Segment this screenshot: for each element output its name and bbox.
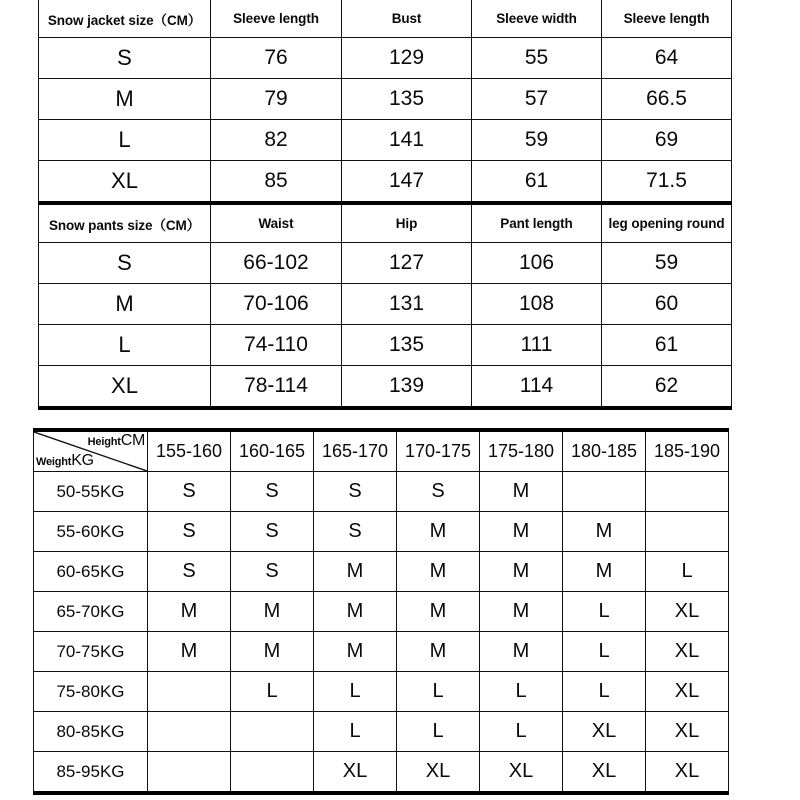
- size-cell: M: [231, 592, 314, 632]
- size-cell: M: [480, 552, 563, 592]
- weight-range-header: 55-60KG: [34, 512, 148, 552]
- weight-range-header: 50-55KG: [34, 472, 148, 512]
- size-cell: L: [480, 672, 563, 712]
- weight-range-header: 85-95KG: [34, 752, 148, 794]
- size-matrix-table: [33, 428, 729, 795]
- height-range-header: 175-180: [480, 430, 563, 472]
- jacket-size-label: XL: [39, 161, 211, 204]
- pants-value: 78-114: [211, 366, 342, 409]
- pants-value: 74-110: [211, 325, 342, 366]
- pants-header-cell-3: Pant length: [472, 203, 602, 243]
- size-cell: XL: [563, 752, 646, 794]
- size-cell: [646, 512, 729, 552]
- size-cell: L: [646, 552, 729, 592]
- height-axis-label: [88, 433, 145, 449]
- size-cell: M: [314, 592, 397, 632]
- weight-label-text: Weight: [36, 456, 72, 468]
- size-cell: M: [397, 512, 480, 552]
- jacket-value: 129: [342, 38, 472, 79]
- pants-header-cell-2: Hip: [342, 203, 472, 243]
- size-cell: M: [314, 632, 397, 672]
- pants-value: 106: [472, 243, 602, 284]
- pants-value: 127: [342, 243, 472, 284]
- size-cell: [231, 712, 314, 752]
- size-cell: S: [148, 512, 231, 552]
- size-cell: M: [148, 632, 231, 672]
- weight-range-header: 65-70KG: [34, 592, 148, 632]
- pants-size-label: XL: [39, 366, 211, 409]
- size-cell: M: [314, 552, 397, 592]
- jacket-header-cell-3: Sleeve width: [472, 0, 602, 38]
- size-cell: L: [563, 632, 646, 672]
- size-cell: XL: [646, 712, 729, 752]
- jacket-value: 66.5: [602, 79, 732, 120]
- size-cell: L: [314, 712, 397, 752]
- jacket-value: 85: [211, 161, 342, 204]
- garment-measurement-tables: [38, 0, 731, 410]
- size-cell: S: [314, 472, 397, 512]
- jacket-value: 141: [342, 120, 472, 161]
- size-cell: M: [563, 512, 646, 552]
- height-range-header: 180-185: [563, 430, 646, 472]
- size-cell: XL: [646, 752, 729, 794]
- measurement-table: [38, 0, 732, 410]
- size-cell: XL: [397, 752, 480, 794]
- table-row: [39, 243, 732, 284]
- axis-corner-cell: [34, 430, 148, 472]
- pants-value: 135: [342, 325, 472, 366]
- size-cell: M: [480, 512, 563, 552]
- pants-size-label: L: [39, 325, 211, 366]
- size-cell: S: [231, 472, 314, 512]
- jacket-header-row: [39, 0, 732, 38]
- pants-size-label: M: [39, 284, 211, 325]
- table-row: [34, 472, 729, 512]
- jacket-header-cell-2: Bust: [342, 0, 472, 38]
- jacket-value: 71.5: [602, 161, 732, 204]
- table-row: [39, 366, 732, 409]
- weight-range-header: 70-75KG: [34, 632, 148, 672]
- size-cell: [563, 472, 646, 512]
- size-cell: M: [480, 472, 563, 512]
- size-cell: M: [397, 552, 480, 592]
- jacket-size-label: S: [39, 38, 211, 79]
- size-cell: M: [148, 592, 231, 632]
- pants-value: 61: [602, 325, 732, 366]
- size-cell: L: [563, 592, 646, 632]
- pants-value: 59: [602, 243, 732, 284]
- size-cell: M: [397, 632, 480, 672]
- jacket-value: 69: [602, 120, 732, 161]
- pants-value: 70-106: [211, 284, 342, 325]
- pants-size-label: S: [39, 243, 211, 284]
- weight-range-header: 80-85KG: [34, 712, 148, 752]
- table-row: [39, 284, 732, 325]
- pants-value: 139: [342, 366, 472, 409]
- size-cell: M: [480, 592, 563, 632]
- pants-value: 62: [602, 366, 732, 409]
- table-row: [39, 325, 732, 366]
- table-row: [34, 632, 729, 672]
- size-cell: [148, 712, 231, 752]
- size-cell: S: [397, 472, 480, 512]
- pants-value: 131: [342, 284, 472, 325]
- height-range-header: 160-165: [231, 430, 314, 472]
- jacket-header-cell-1: Sleeve length: [211, 0, 342, 38]
- size-cell: M: [397, 592, 480, 632]
- matrix-header-row: [34, 430, 729, 472]
- jacket-value: 59: [472, 120, 602, 161]
- table-row: [39, 161, 732, 204]
- jacket-value: 76: [211, 38, 342, 79]
- size-cell: M: [231, 632, 314, 672]
- pants-header-cell-1: Waist: [211, 203, 342, 243]
- size-cell: [148, 672, 231, 712]
- jacket-value: 135: [342, 79, 472, 120]
- jacket-header-cell-0: Snow jacket size（CM）: [39, 0, 211, 38]
- height-unit-text: CM: [120, 432, 145, 449]
- pants-header-row: [39, 203, 732, 243]
- height-range-header: 165-170: [314, 430, 397, 472]
- height-weight-size-matrix: [33, 428, 729, 795]
- weight-range-header: 60-65KG: [34, 552, 148, 592]
- height-label-text: Height: [87, 436, 121, 448]
- size-cell: S: [231, 552, 314, 592]
- table-row: [34, 552, 729, 592]
- pants-value: 111: [472, 325, 602, 366]
- size-cell: L: [397, 672, 480, 712]
- pants-value: 60: [602, 284, 732, 325]
- size-cell: S: [314, 512, 397, 552]
- height-range-header: 170-175: [397, 430, 480, 472]
- table-row: [39, 38, 732, 79]
- size-cell: [231, 752, 314, 794]
- size-cell: M: [480, 632, 563, 672]
- size-cell: L: [563, 672, 646, 712]
- table-row: [34, 752, 729, 794]
- pants-value: 108: [472, 284, 602, 325]
- jacket-value: 64: [602, 38, 732, 79]
- size-cell: XL: [646, 632, 729, 672]
- jacket-value: 82: [211, 120, 342, 161]
- table-row: [39, 120, 732, 161]
- size-cell: S: [148, 552, 231, 592]
- size-cell: L: [231, 672, 314, 712]
- size-cell: L: [314, 672, 397, 712]
- size-cell: M: [563, 552, 646, 592]
- jacket-value: 57: [472, 79, 602, 120]
- pants-value: 66-102: [211, 243, 342, 284]
- weight-unit-text: KG: [71, 452, 94, 469]
- pants-header-cell-4: leg opening round: [602, 203, 732, 243]
- jacket-value: 147: [342, 161, 472, 204]
- height-range-header: 185-190: [646, 430, 729, 472]
- jacket-value: 79: [211, 79, 342, 120]
- weight-axis-label: [36, 453, 94, 469]
- size-cell: XL: [480, 752, 563, 794]
- matrix-body: [34, 472, 729, 794]
- table-row: [39, 79, 732, 120]
- pants-value: 114: [472, 366, 602, 409]
- size-cell: [148, 752, 231, 794]
- size-cell: L: [480, 712, 563, 752]
- jacket-value: 61: [472, 161, 602, 204]
- pants-header-cell-0: Snow pants size（CM）: [39, 203, 211, 243]
- size-cell: XL: [563, 712, 646, 752]
- jacket-value: 55: [472, 38, 602, 79]
- size-cell: S: [231, 512, 314, 552]
- size-cell: XL: [646, 592, 729, 632]
- jacket-header-cell-4: Sleeve length: [602, 0, 732, 38]
- size-cell: S: [148, 472, 231, 512]
- jacket-size-label: L: [39, 120, 211, 161]
- weight-range-header: 75-80KG: [34, 672, 148, 712]
- size-cell: [646, 472, 729, 512]
- size-cell: L: [397, 712, 480, 752]
- table-row: [34, 712, 729, 752]
- size-cell: XL: [646, 672, 729, 712]
- jacket-size-label: M: [39, 79, 211, 120]
- table-row: [34, 512, 729, 552]
- table-row: [34, 672, 729, 712]
- height-range-header: 155-160: [148, 430, 231, 472]
- table-row: [34, 592, 729, 632]
- size-cell: XL: [314, 752, 397, 794]
